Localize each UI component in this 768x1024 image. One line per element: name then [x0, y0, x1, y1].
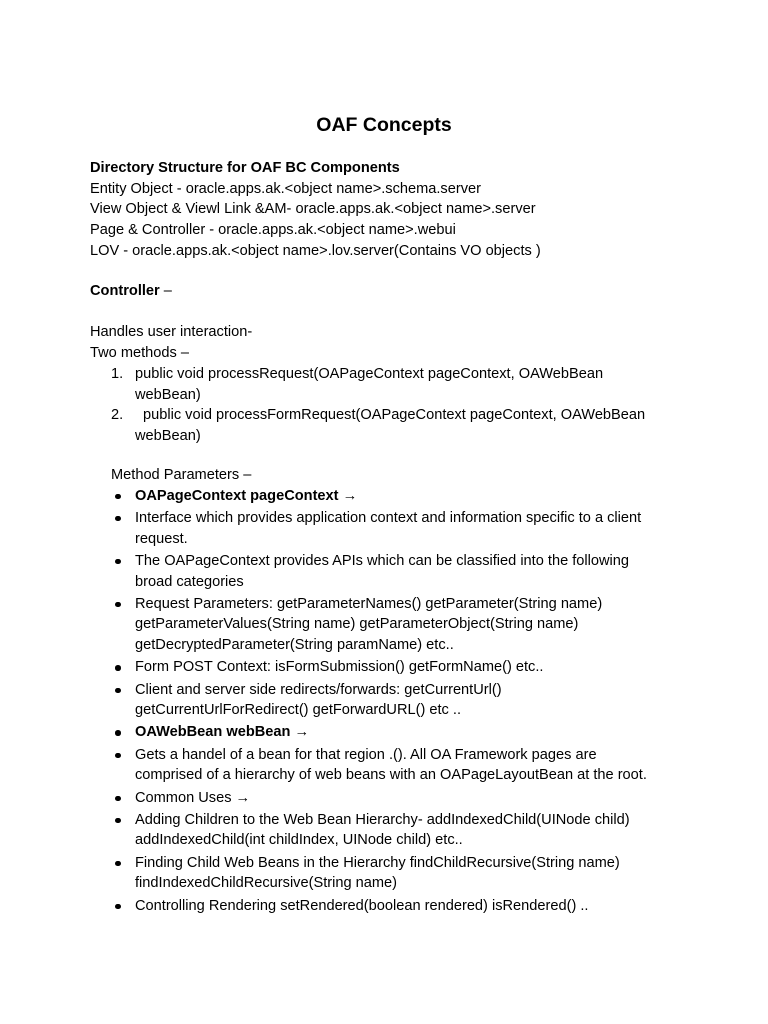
method-number: 2. — [111, 407, 124, 424]
method-item — [90, 364, 690, 405]
bullet-text: broad categories — [135, 573, 244, 590]
parameter-bullet-item — [111, 657, 671, 678]
bullet-text: findIndexedChildRecursive(String name) — [135, 875, 398, 892]
method-item — [90, 405, 690, 446]
bullet-text: Adding Children to the Web Bean Hierarchy- addIndexedChild(UINode child) — [135, 811, 630, 828]
parameters-section — [111, 465, 671, 918]
bullet-text: Request Parameters: getParameterNames() getParameter(String name) — [135, 595, 603, 612]
parameter-bullet-item — [111, 594, 671, 656]
parameter-heading-item — [111, 722, 671, 743]
bullet-text: comprised of a hierarchy of web beans with an OAPageLayoutBean at the root. — [135, 767, 647, 784]
bullet-text: Finding Child Web Beans in the Hierarchy findChildRecursive(String name) — [135, 854, 620, 871]
directory-line: Page & Controller - oracle.apps.ak.<object name>.webui — [90, 222, 456, 239]
method-number: 1. — [111, 365, 124, 382]
parameter-bullet-item — [111, 896, 671, 917]
directory-line: Entity Object - oracle.apps.ak.<object name>.schema.server — [90, 180, 481, 197]
directory-heading: Directory Structure for OAF BC Components — [90, 160, 400, 176]
method-signature: public void processRequest(OAPageContext pageContext, OAWebBean — [135, 365, 604, 382]
directory-line: LOV - oracle.apps.ak.<object name>.lov.server(Contains VO objects ) — [90, 242, 541, 259]
bullet-text: OAWebBean webBean → — [135, 724, 310, 741]
methods-list — [90, 364, 690, 447]
method-signature-line — [135, 405, 690, 426]
bullet-text: Controlling Rendering setRendered(boolean rendered) isRendered() .. — [135, 897, 589, 914]
methods-label: Two methods – — [90, 345, 189, 362]
controller-section — [90, 281, 690, 447]
bullet-text: getDecryptedParameter(String paramName) etc.. — [135, 637, 454, 654]
parameter-bullet-item — [111, 508, 671, 549]
controller-heading: Controller — [90, 283, 160, 299]
method-signature: public void processFormRequest(OAPageContext pageContext, OAWebBean — [143, 407, 646, 424]
bullet-text: Gets a handel of a bean for that region .(). All OA Framework pages are — [135, 746, 597, 763]
directory-line: View Object & Viewl Link &AM- oracle.apps.ak.<object name>.server — [90, 201, 536, 218]
bullet-text: Form POST Context: isFormSubmission() getFormName() etc.. — [135, 659, 544, 676]
bullet-text: request. — [135, 530, 188, 547]
bullet-text: getParameterValues(String name) getParameterObject(String name) — [135, 616, 579, 633]
parameter-bullet-item — [111, 788, 671, 809]
parameter-bullet-item — [111, 551, 671, 592]
bullet-text: addIndexedChild(int childIndex, UINode child) etc.. — [135, 832, 463, 849]
parameter-bullet-item — [111, 745, 671, 786]
bullet-text: Client and server side redirects/forwards: getCurrentUrl() — [135, 681, 502, 698]
parameter-bullet-item — [111, 680, 671, 721]
parameters-label: Method Parameters – — [111, 467, 252, 483]
bullet-text: Interface which provides application context and information specific to a client — [135, 509, 642, 526]
directory-section — [90, 158, 690, 262]
parameter-bullet-item — [111, 853, 671, 894]
controller-heading-line — [90, 281, 690, 302]
bullet-text: getCurrentUrlForRedirect() getForwardURL() etc .. — [135, 702, 462, 719]
controller-intro: Handles user interaction- — [90, 324, 253, 341]
bullet-text: Common Uses → — [135, 789, 251, 806]
method-signature-cont: webBean) — [135, 386, 201, 403]
controller-dash: – — [159, 283, 172, 299]
parameter-heading-item — [111, 486, 671, 507]
method-signature-cont: webBean) — [135, 427, 201, 444]
parameter-bullet-item — [111, 810, 671, 851]
page-title: OAF Concepts — [316, 114, 452, 136]
bullet-text: OAPageContext pageContext → — [135, 487, 358, 504]
bullet-text: The OAPageContext provides APIs which can be classified into the following — [135, 552, 630, 569]
parameters-list — [111, 486, 671, 917]
